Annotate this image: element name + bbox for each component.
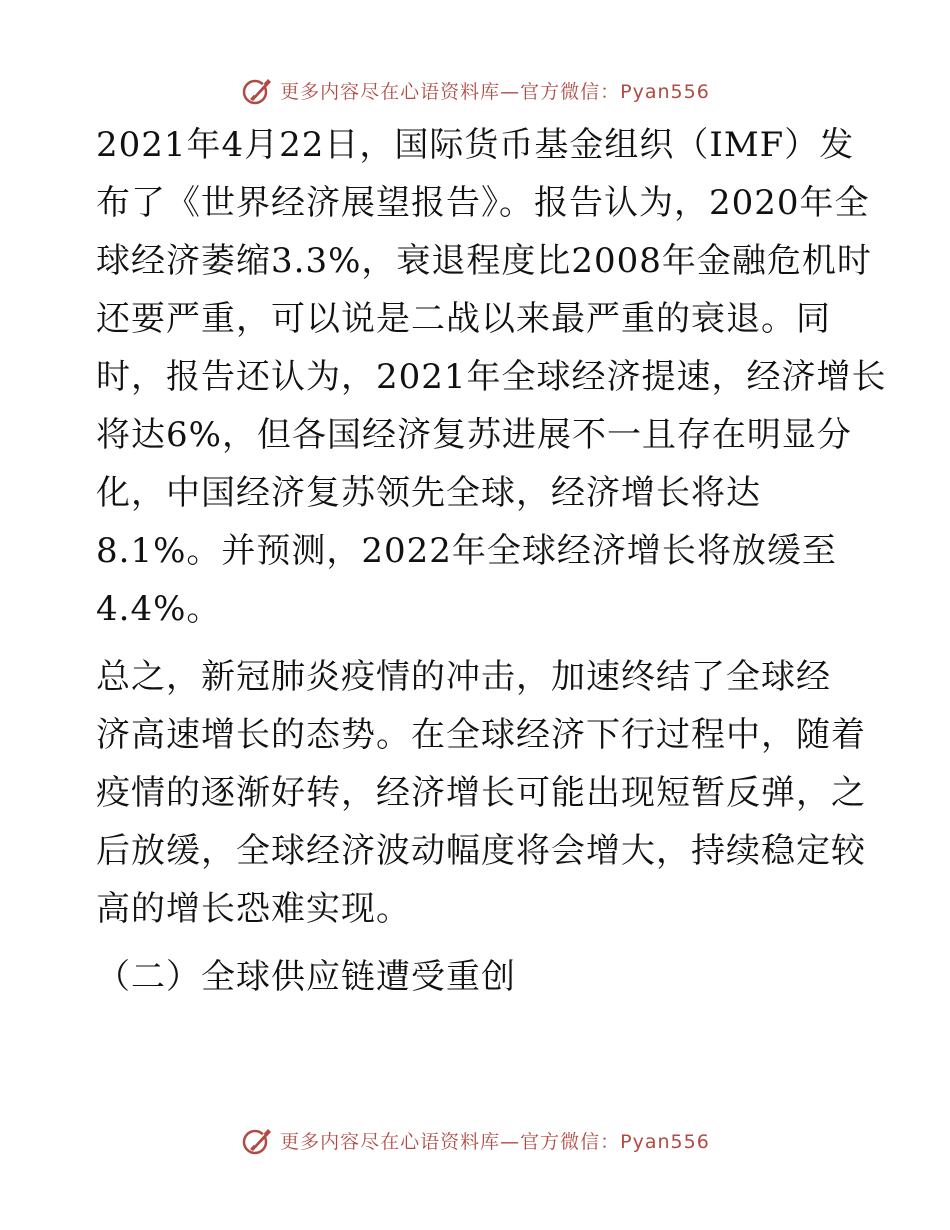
watermark-header xyxy=(0,70,950,110)
paragraph-imf-report xyxy=(96,116,887,638)
watermark-text: 更多内容尽在心语资料库—官方微信：Pyan556 xyxy=(280,1130,710,1153)
text-line: 4.4%。 xyxy=(96,589,222,629)
text-line: 后放缓，全球经济波动幅度将会增大，持续稳定较 xyxy=(96,831,866,871)
watermark-footer xyxy=(0,1120,950,1160)
text-line: 高的增长恐难实现。 xyxy=(96,889,411,929)
text-line: 时，报告还认为，2021年全球经济提速，经济增长 xyxy=(96,357,887,397)
watermark-text: 更多内容尽在心语资料库—官方微信：Pyan556 xyxy=(280,80,710,103)
text-line: 2021年4月22日，国际货币基金组织（IMF）发 xyxy=(96,125,855,165)
paragraph-summary xyxy=(96,648,866,938)
text-line: 球经济萎缩3.3%，衰退程度比2008年金融危机时 xyxy=(96,241,872,281)
text-line: 将达6%，但各国经济复苏进展不一且存在明显分 xyxy=(96,415,852,455)
text-line: 济高速增长的态势。在全球经济下行过程中，随着 xyxy=(96,715,866,755)
text-line: 8.1%。并预测，2022年全球经济增长将放缓至 xyxy=(96,531,837,571)
text-line: 还要严重，可以说是二战以来最严重的衰退。同 xyxy=(96,299,831,339)
text-line: 化，中国经济复苏领先全球，经济增长将达 xyxy=(96,473,761,513)
text-line: 布了《世界经济展望报告》。报告认为，2020年全 xyxy=(96,183,870,223)
document-body xyxy=(96,116,887,1006)
feather-pen-logo-icon xyxy=(240,73,274,107)
feather-pen-logo-icon xyxy=(240,1123,274,1157)
text-line: 总之，新冠肺炎疫情的冲击，加速终结了全球经 xyxy=(96,657,831,697)
text-line: 疫情的逐渐好转，经济增长可能出现短暂反弹，之 xyxy=(96,773,866,813)
section-heading: （二）全球供应链遭受重创 xyxy=(96,957,516,997)
